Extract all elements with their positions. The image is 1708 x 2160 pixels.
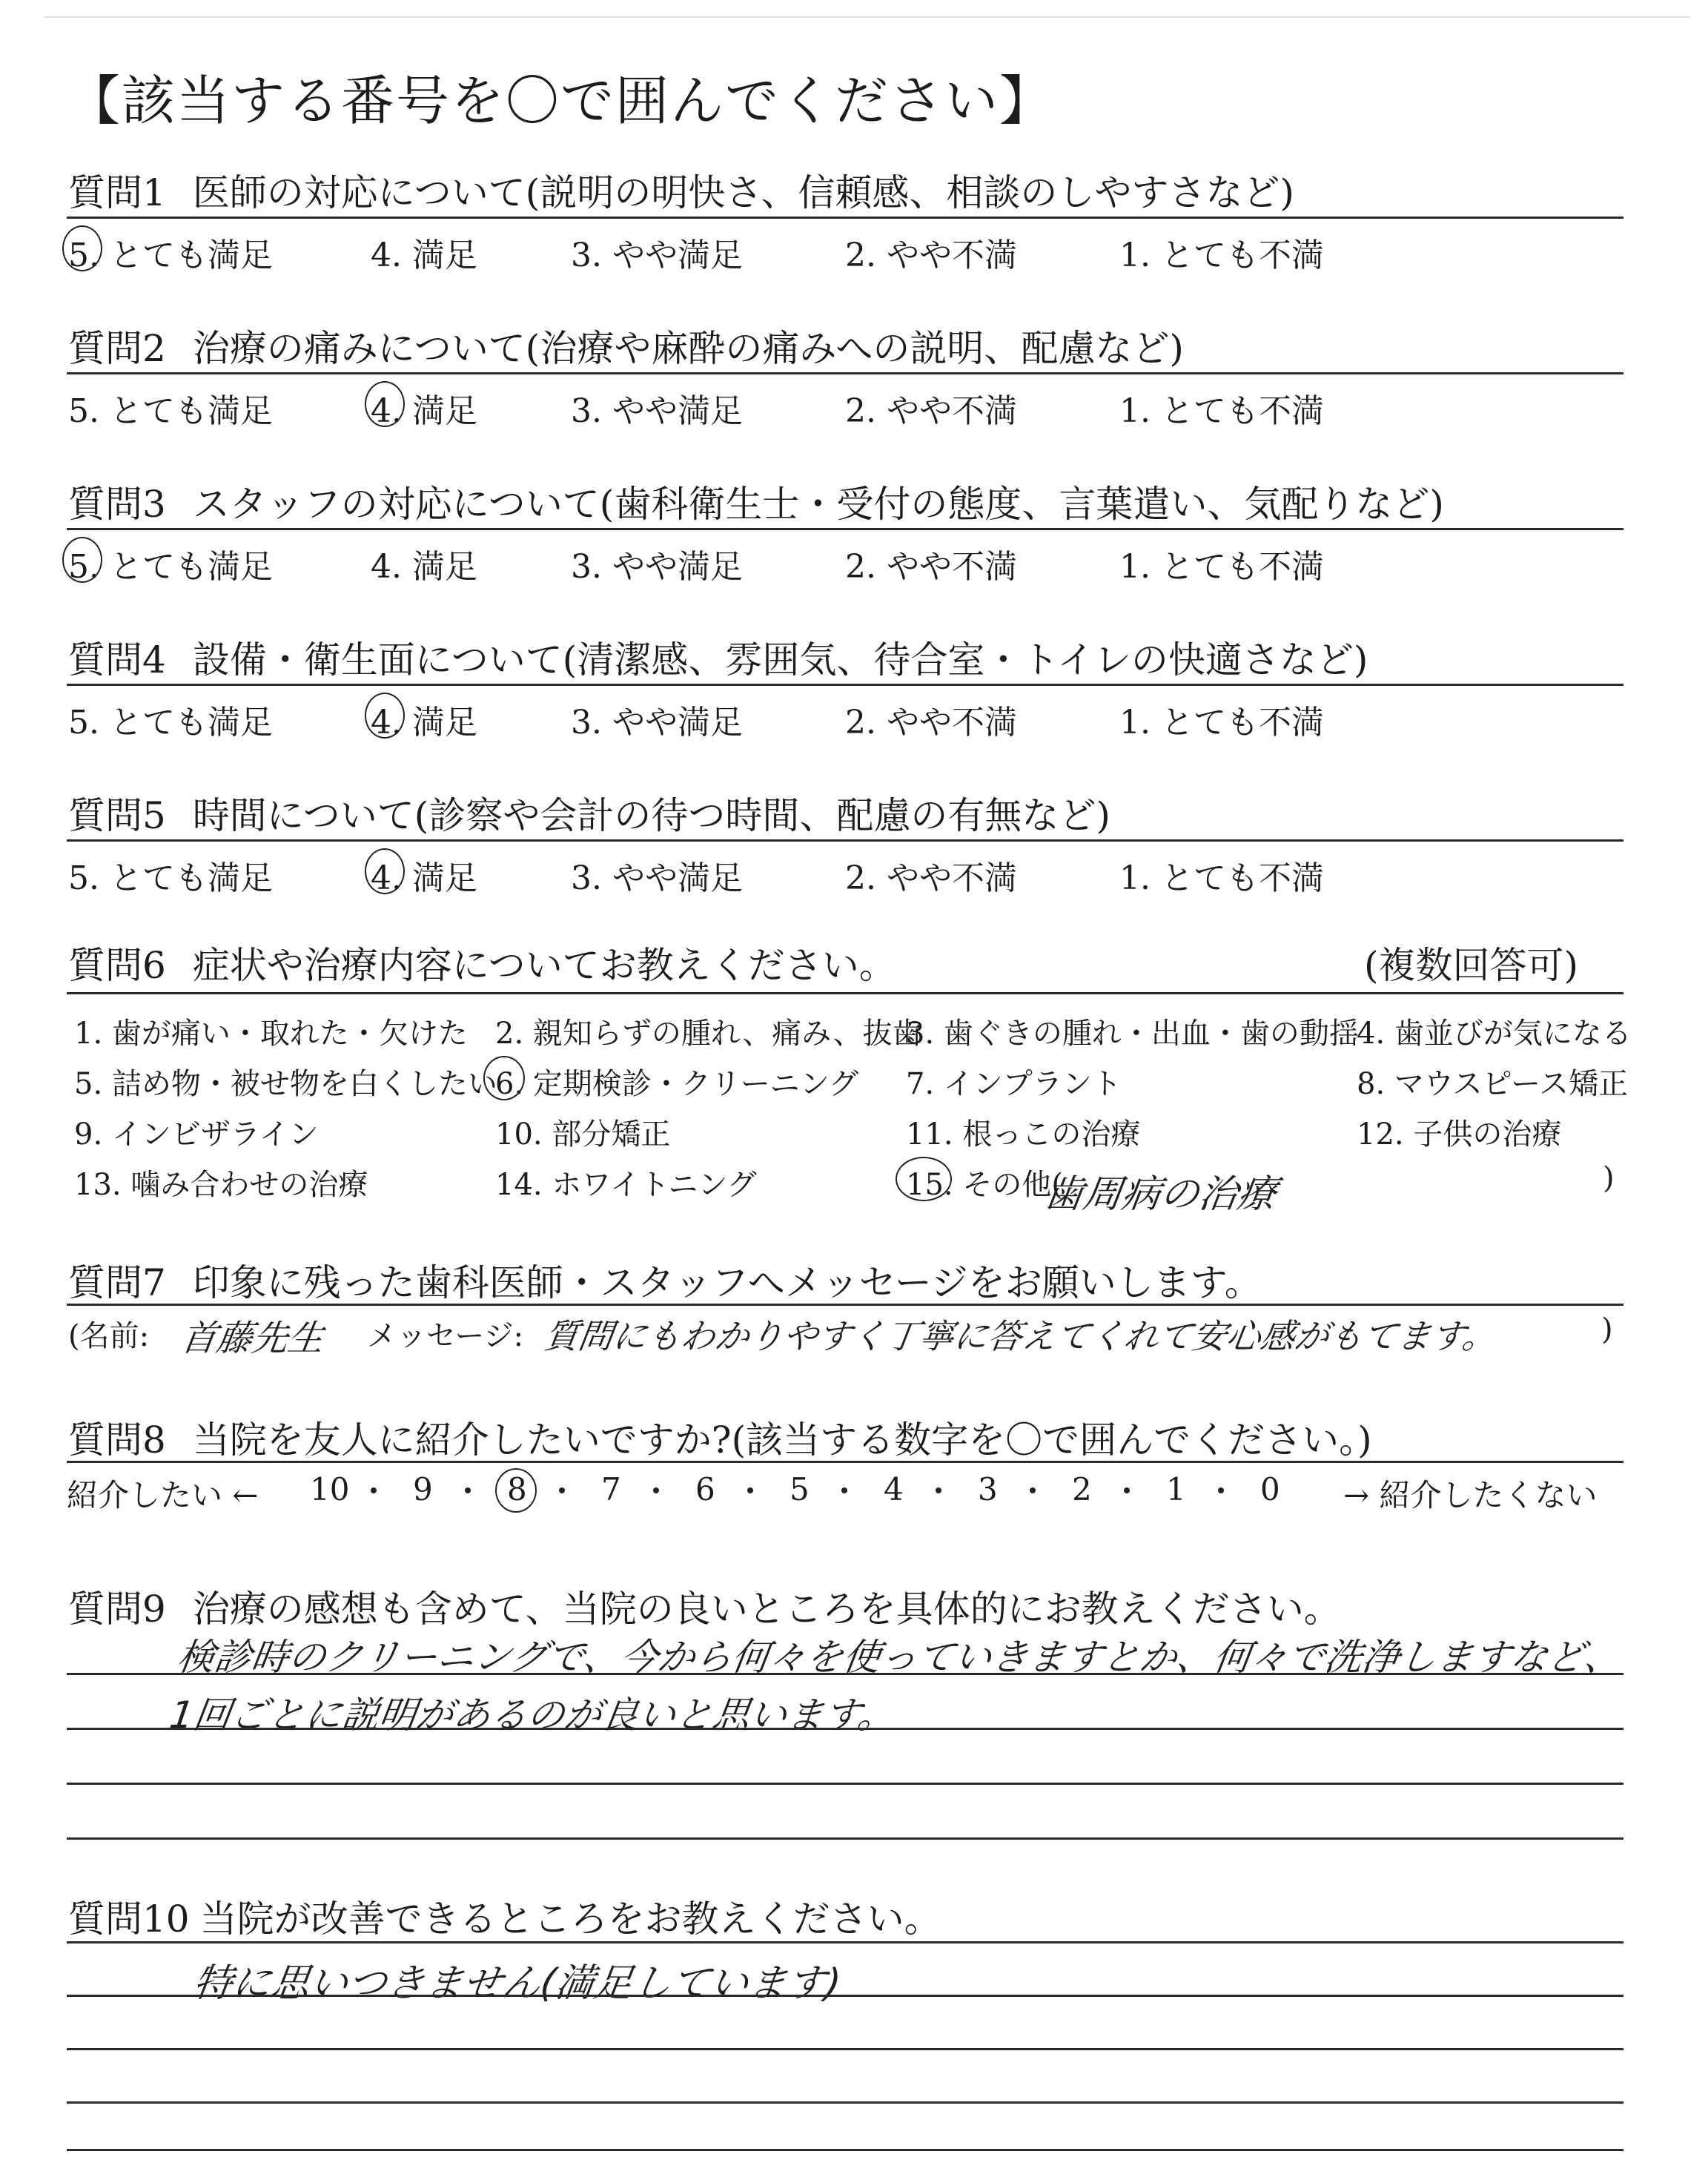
q4-option-5[interactable]: 5. とても満足 (68, 704, 273, 742)
q6-other-close-paren: ) (1603, 1161, 1615, 1195)
q5-selection-circle (365, 848, 405, 894)
q1-option-1[interactable]: 1. とても不満 (1119, 237, 1324, 274)
q1-title (68, 163, 1294, 217)
q6-option-5[interactable]: 5. 詰め物・被せ物を白くしたい (74, 1067, 497, 1101)
q3-title (68, 475, 1444, 528)
q3-label: 質問3 (68, 483, 166, 526)
q8-left-label: 紹介したい ← (67, 1477, 259, 1513)
q3-option-5[interactable]: 5. とても満足 (68, 548, 273, 586)
q6-other-answer: 歯周病の治療 (1042, 1172, 1280, 1217)
q8-scale-separator (1218, 1487, 1224, 1493)
q6-text: 症状や治療内容についてお教えください。 (192, 944, 896, 987)
q9-rule-4 (67, 1837, 1623, 1840)
q8-scale-4[interactable]: 4 (884, 1471, 904, 1507)
q2-selection-circle (365, 381, 405, 427)
q10-rule-2 (67, 1995, 1623, 1997)
q2-option-2[interactable]: 2. やや不満 (845, 392, 1017, 430)
q7-rule (67, 1304, 1623, 1306)
q6-option-2[interactable]: 2. 親知らずの腫れ、痛み、抜歯 (495, 1017, 922, 1051)
q9-text: 治療の感想も含めて、当院の良いところを具体的にお教えください。 (192, 1588, 1341, 1631)
q6-option-1[interactable]: 1. 歯が痛い・取れた・欠けた (74, 1017, 468, 1051)
q9-answer-line-1: 検診時のクリーニングで、今から何々を使っていきますとか、何々で洗浄しますなど、 (174, 1636, 1625, 1679)
q9-rule-1 (67, 1673, 1623, 1675)
q2-option-3[interactable]: 3. やや満足 (571, 392, 743, 430)
q8-selection-circle (495, 1468, 537, 1513)
q4-option-1[interactable]: 1. とても不満 (1119, 704, 1324, 742)
q1-selection-circle (62, 225, 102, 271)
q9-rule-3 (67, 1783, 1623, 1785)
q8-text: 当院を友人に紹介したいですか?(該当する数字を〇で囲んでください。) (192, 1418, 1372, 1462)
q6-option-4[interactable]: 4. 歯並びが気になる (1357, 1017, 1632, 1051)
q8-title (68, 1410, 1372, 1464)
q8-scale-separator (371, 1487, 377, 1493)
q5-title (68, 786, 1110, 839)
q8-rule (67, 1461, 1623, 1463)
q10-answer-line-1: 特に思いつきません(満足しています) (191, 1961, 844, 2006)
q2-option-4[interactable]: 4. 満足 (371, 392, 477, 430)
q10-rule-4 (67, 2101, 1623, 2104)
q3-option-4[interactable]: 4. 満足 (371, 548, 477, 586)
q3-rule (67, 528, 1623, 530)
q2-rule (67, 372, 1623, 374)
q8-scale-1[interactable]: 1 (1166, 1471, 1186, 1507)
q1-label: 質問1 (68, 171, 166, 214)
q4-option-2[interactable]: 2. やや不満 (845, 704, 1017, 742)
q1-text: 医師の対応について(説明の明快さ、信頼感、相談のしやすさなど) (192, 171, 1294, 214)
q4-option-3[interactable]: 3. やや満足 (571, 704, 743, 742)
q3-option-2[interactable]: 2. やや不満 (845, 548, 1017, 586)
q10-title (68, 1889, 941, 1943)
q7-close-paren: ) (1601, 1312, 1613, 1347)
q3-text: スタッフの対応について(歯科衛生士・受付の態度、言葉遣い、気配りなど) (192, 483, 1444, 526)
q7-message-label: メッセージ: (367, 1319, 524, 1353)
q9-answer-line-2: 1回ごとに説明があるのが良いと思います。 (167, 1694, 898, 1737)
q4-selection-circle (365, 693, 405, 739)
q6-option-13[interactable]: 13. 噛み合わせの治療 (74, 1168, 368, 1202)
q3-option-1[interactable]: 1. とても不満 (1119, 548, 1324, 586)
q2-option-1[interactable]: 1. とても不満 (1119, 392, 1324, 430)
q5-label: 質問5 (68, 794, 166, 837)
page-title: 【該当する番号を〇で囲んでください】 (67, 70, 1055, 132)
q8-label: 質問8 (68, 1418, 166, 1462)
q8-scale-3[interactable]: 3 (978, 1471, 998, 1507)
q8-scale-5[interactable]: 5 (790, 1471, 810, 1507)
q3-option-3[interactable]: 3. やや満足 (571, 548, 743, 586)
q6-option-14[interactable]: 14. ホワイトニング (495, 1168, 757, 1202)
q5-rule (67, 839, 1623, 842)
q2-title (68, 319, 1184, 372)
q8-scale-separator (1030, 1487, 1036, 1493)
q8-scale-2[interactable]: 2 (1072, 1471, 1092, 1507)
q6-option-6[interactable]: 6. 定期検診・クリーニング (495, 1067, 859, 1101)
q8-scale-separator (841, 1487, 847, 1493)
q8-scale-separator (747, 1487, 753, 1493)
q4-text: 設備・衛生面について(清潔感、雰囲気、待合室・トイレの快適さなど) (192, 638, 1368, 681)
q8-scale-10[interactable]: 10 (310, 1471, 350, 1507)
q6-rule (67, 992, 1623, 994)
q8-scale-separator (1124, 1487, 1130, 1493)
q7-message-value: 質問にもわかりやすく丁寧に答えてくれて安心感がもてます。 (541, 1316, 1500, 1356)
q7-title (68, 1253, 1262, 1307)
q5-option-5[interactable]: 5. とても満足 (68, 859, 273, 897)
q8-scale-6[interactable]: 6 (695, 1471, 715, 1507)
q6-note: (複数回答可) (1364, 944, 1579, 987)
q4-option-4[interactable]: 4. 満足 (371, 704, 477, 742)
q1-option-4[interactable]: 4. 満足 (371, 237, 477, 274)
q9-title (68, 1579, 1341, 1633)
q2-text: 治療の痛みについて(治療や麻酔の痛みへの説明、配慮など) (192, 327, 1184, 370)
q6-option-15-circle (896, 1157, 952, 1201)
q7-name-value: 首藤先生 (178, 1318, 327, 1359)
q10-rule-5 (67, 2149, 1623, 2151)
q10-rule-3 (67, 2048, 1623, 2050)
q1-option-3[interactable]: 3. やや満足 (571, 237, 743, 274)
q10-text: 当院が改善できるところをお教えください。 (199, 1898, 941, 1941)
q1-rule (67, 217, 1623, 219)
q1-option-2[interactable]: 2. やや不満 (845, 237, 1017, 274)
q4-label: 質問4 (68, 638, 166, 681)
q8-scale-7[interactable]: 7 (601, 1471, 621, 1507)
q1-option-5[interactable]: 5. とても満足 (68, 237, 273, 274)
q10-rule-1 (67, 1941, 1623, 1943)
q9-rule-2 (67, 1728, 1623, 1730)
q6-option-3[interactable]: 3. 歯ぐきの腫れ・出血・歯の動揺 (906, 1017, 1359, 1051)
q6-option-6-circle (483, 1056, 525, 1100)
q5-text: 時間について(診察や会計の待つ時間、配慮の有無など) (192, 794, 1110, 837)
q8-scale-separator (653, 1487, 659, 1493)
q8-scale-0[interactable]: 0 (1260, 1471, 1280, 1507)
q6-label: 質問6 (68, 944, 166, 987)
q6-option-7[interactable]: 7. インプラント (906, 1067, 1122, 1101)
q8-scale-8[interactable]: 8 (507, 1471, 527, 1507)
q8-scale-separator (936, 1487, 941, 1493)
q9-label: 質問9 (68, 1588, 166, 1631)
q8-scale-separator (559, 1487, 565, 1493)
q5-option-1[interactable]: 1. とても不満 (1119, 859, 1324, 897)
q2-label: 質問2 (68, 327, 166, 370)
q2-option-5[interactable]: 5. とても満足 (68, 392, 273, 430)
q3-selection-circle (62, 537, 102, 583)
q8-scale-separator (465, 1487, 471, 1493)
q6-option-9[interactable]: 9. インビザライン (74, 1117, 319, 1152)
q6-option-15[interactable]: 15. その他( (906, 1168, 1063, 1202)
q10-label: 質問10 (68, 1898, 190, 1941)
q4-rule (67, 684, 1623, 686)
q4-title (68, 630, 1368, 684)
q8-scale-9[interactable]: 9 (413, 1471, 433, 1507)
q6-option-8[interactable]: 8. マウスピース矯正 (1357, 1067, 1629, 1101)
q8-right-label: → 紹介したくない (1343, 1477, 1598, 1513)
q5-option-4[interactable]: 4. 満足 (371, 859, 477, 897)
q6-option-12[interactable]: 12. 子供の治療 (1357, 1117, 1562, 1152)
q5-option-2[interactable]: 2. やや不満 (845, 859, 1017, 897)
q5-option-3[interactable]: 3. やや満足 (571, 859, 743, 897)
q7-name-label: (名前: (68, 1319, 150, 1353)
q6-title (68, 936, 896, 989)
q7-label: 質問7 (68, 1261, 166, 1304)
top-border (44, 16, 1690, 18)
q7-text: 印象に残った歯科医師・スタッフへメッセージをお願いします。 (192, 1261, 1262, 1304)
q6-option-11[interactable]: 11. 根っこの治療 (906, 1117, 1141, 1152)
q6-option-10[interactable]: 10. 部分矯正 (495, 1117, 671, 1152)
